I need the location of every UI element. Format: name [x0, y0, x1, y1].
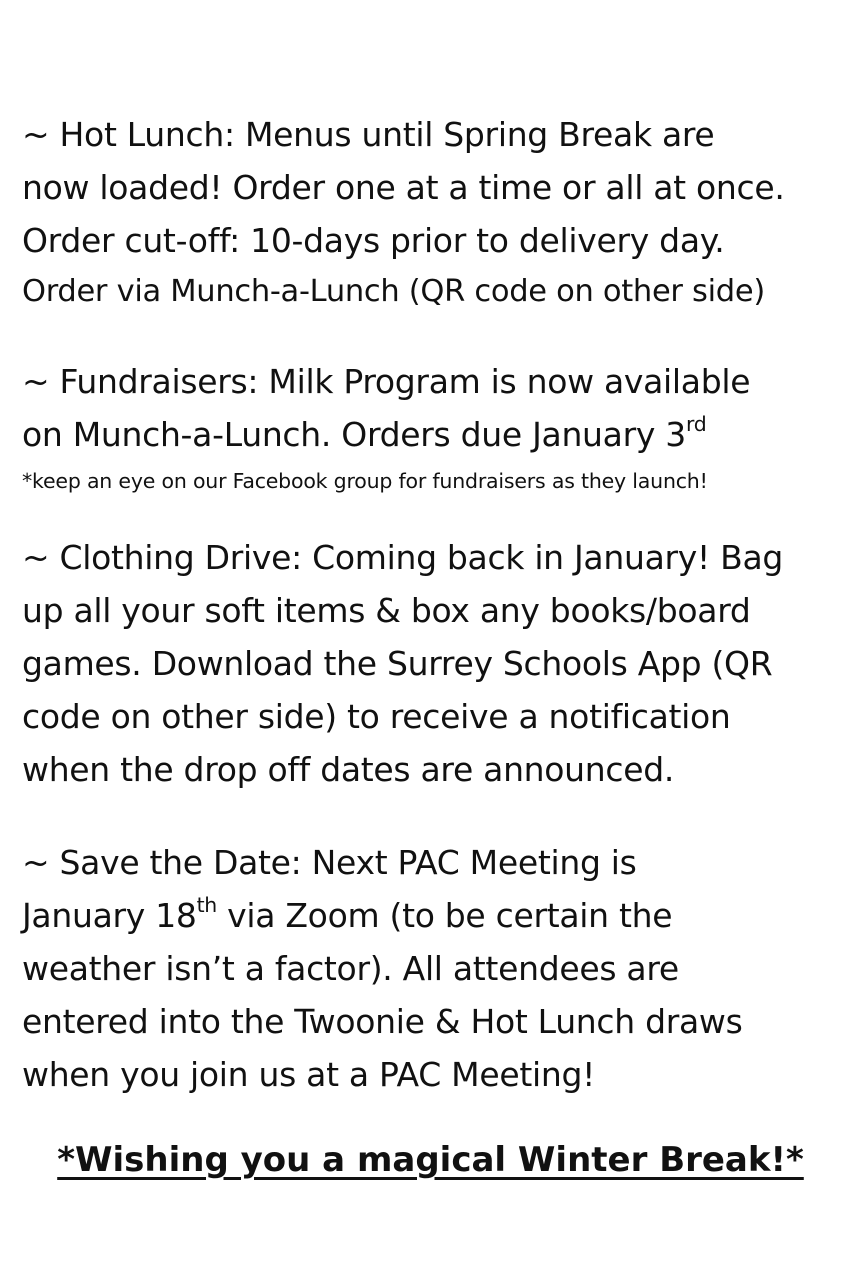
save-the-date-line-5: when you join us at a PAC Meeting!	[22, 1055, 596, 1094]
hot-lunch-line-1: ~ Hot Lunch: Menus until Spring Break are	[22, 115, 715, 154]
save-the-date-section	[22, 836, 852, 1101]
closing-message	[0, 1140, 861, 1180]
save-the-date-line-3: weather isn’t a factor). All attendees are	[22, 949, 679, 988]
save-the-date-line-2	[22, 889, 852, 942]
clothing-drive-line-5: when the drop off dates are announced.	[22, 750, 675, 789]
fundraisers-note: *keep an eye on our Facebook group for fundraisers as they launch!	[22, 469, 708, 493]
fundraisers-line-2	[22, 408, 852, 461]
fundraisers-line-1: ~ Fundraisers: Milk Program is now available	[22, 362, 751, 401]
fundraisers-section	[22, 355, 852, 501]
flyer-body	[22, 108, 852, 1101]
save-the-date-line-2-superscript: th	[196, 892, 217, 917]
clothing-drive-section	[22, 531, 852, 796]
clothing-drive-line-3: games. Download the Surrey Schools App (QR	[22, 644, 773, 683]
hot-lunch-line-2: now loaded! Order one at a time or all at once.	[22, 168, 785, 207]
fundraisers-line-2-text: on Munch-a-Lunch. Orders due January 3	[22, 415, 686, 454]
clothing-drive-line-2: up all your soft items & box any books/board	[22, 591, 751, 630]
save-the-date-line-1: ~ Save the Date: Next PAC Meeting is	[22, 843, 637, 882]
hot-lunch-line-4: Order via Munch-a-Lunch (QR code on other side)	[22, 274, 765, 309]
closing-text: *Wishing you a magical Winter Break!*	[57, 1140, 804, 1180]
fundraisers-line-2-superscript: rd	[685, 411, 707, 436]
save-the-date-line-2-post: via Zoom (to be certain the	[216, 896, 673, 935]
hot-lunch-section	[22, 108, 852, 317]
save-the-date-line-4: entered into the Twoonie & Hot Lunch draws	[22, 1002, 743, 1041]
clothing-drive-line-4: code on other side) to receive a notification	[22, 697, 731, 736]
hot-lunch-line-3: Order cut-off: 10-days prior to delivery day.	[22, 221, 725, 260]
save-the-date-line-2-pre: January 18	[22, 896, 197, 935]
clothing-drive-line-1: ~ Clothing Drive: Coming back in January! Bag	[22, 538, 784, 577]
